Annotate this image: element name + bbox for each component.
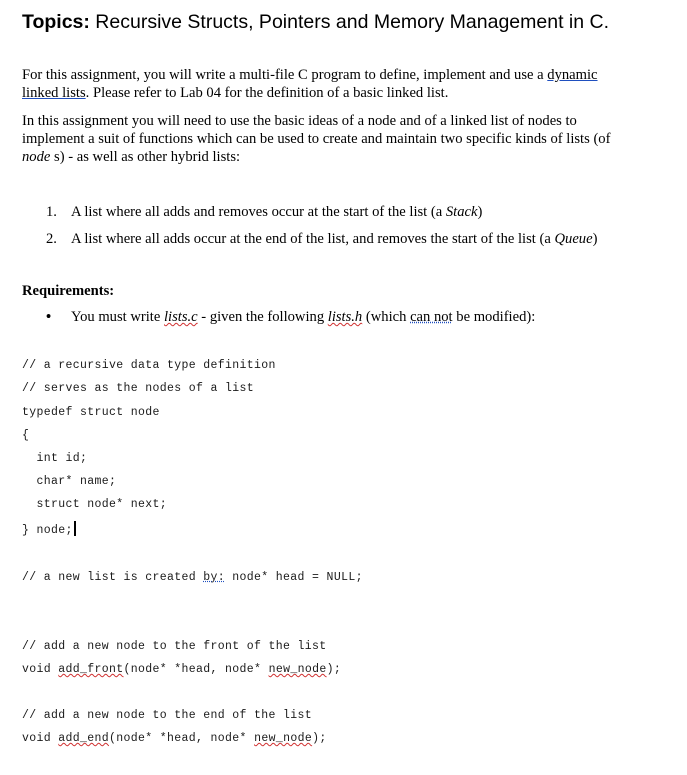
- code-comment-1: // a recursive data type definition: [22, 359, 276, 372]
- req-text-2: - given the following: [197, 309, 328, 325]
- list-number: 2.: [46, 231, 57, 247]
- code-close-brace: [22, 521, 76, 538]
- code-text-2: (node* *head, node*: [109, 732, 255, 745]
- title-label: Topics:: [22, 11, 90, 33]
- code-add-front-comment: // add a new node to the front of the list: [22, 640, 327, 653]
- code-text: void: [22, 663, 59, 676]
- code-field-id: int id;: [22, 452, 88, 465]
- code-add-end-decl: [22, 732, 327, 746]
- lists-c-file: lists.c: [164, 309, 198, 325]
- code-close-text: } node;: [22, 524, 73, 537]
- assignment-line-3: s) - as well as other hybrid lists:: [50, 149, 241, 165]
- list-text: A list where all adds and removes occur at the start of the list (a: [71, 204, 446, 220]
- code-typedef: typedef struct node: [22, 406, 160, 419]
- code-open-brace: {: [22, 429, 30, 442]
- req-text-4: be modified):: [452, 309, 536, 325]
- code-text-3: );: [312, 732, 327, 745]
- queue-italic: Queue: [554, 231, 593, 247]
- code-new-list-comment: [22, 571, 363, 585]
- code-text-3: );: [326, 663, 342, 676]
- req-text-3: (which: [362, 309, 411, 325]
- add-end-fn: add_end: [58, 732, 110, 745]
- code-text-2: (node* *head, node*: [123, 663, 269, 676]
- code-field-next: struct node* next;: [22, 498, 168, 511]
- linked-lists-link[interactable]: linked lists: [22, 85, 86, 101]
- title-text: Recursive Structs, Pointers and Memory Management in C.: [89, 11, 610, 33]
- list-item-queue: [46, 230, 597, 248]
- list-item-stack: [46, 203, 482, 221]
- code-comment-2: // serves as the nodes of a list: [22, 382, 255, 395]
- list-end: ): [592, 231, 598, 247]
- code-field-name: char* name;: [22, 475, 117, 488]
- add-front-fn: add_front: [58, 663, 124, 676]
- code-by-word: by:: [203, 571, 226, 584]
- intro-paragraph: [22, 66, 674, 102]
- list-text: A list where all adds occur at the end of the list, and removes the start of the list (a: [71, 231, 555, 247]
- new-node-arg: new_node: [268, 663, 327, 676]
- req-text: You must write: [71, 309, 164, 325]
- list-number: 1.: [46, 204, 57, 220]
- code-add-end-comment: // add a new node to the end of the list: [22, 709, 313, 722]
- can-not-text: can not: [410, 309, 453, 325]
- assignment-paragraph: [22, 112, 674, 166]
- requirements-heading: Requirements:: [22, 283, 115, 299]
- page-title: [22, 10, 609, 34]
- lists-h-file: lists.h: [327, 309, 363, 325]
- code-text-2: node* head = NULL;: [225, 571, 363, 584]
- new-node-arg: new_node: [254, 732, 313, 745]
- intro-text: For this assignment, you will write a multi-file C program to define, implement and use a: [22, 67, 548, 83]
- dynamic-link[interactable]: dynamic: [547, 67, 598, 83]
- intro-text-2: . Please refer to Lab 04 for the definition of a basic linked list.: [85, 85, 449, 101]
- code-text: void: [22, 732, 59, 745]
- code-add-front-decl: [22, 663, 341, 677]
- code-text: // a new list is created: [22, 571, 204, 584]
- bullet-icon: •: [46, 309, 52, 325]
- assignment-line-1: In this assignment you will need to use the basic ideas of a node and of a linked list of nodes to: [22, 113, 577, 129]
- requirements-bullet: [46, 308, 535, 326]
- assignment-line-2: implement a suit of functions which can be used to create and maintain two specific kinds of lists (of: [22, 131, 611, 147]
- node-italic: node: [22, 149, 51, 165]
- list-end: ): [477, 204, 483, 220]
- stack-italic: Stack: [445, 204, 478, 220]
- text-cursor: [74, 521, 76, 536]
